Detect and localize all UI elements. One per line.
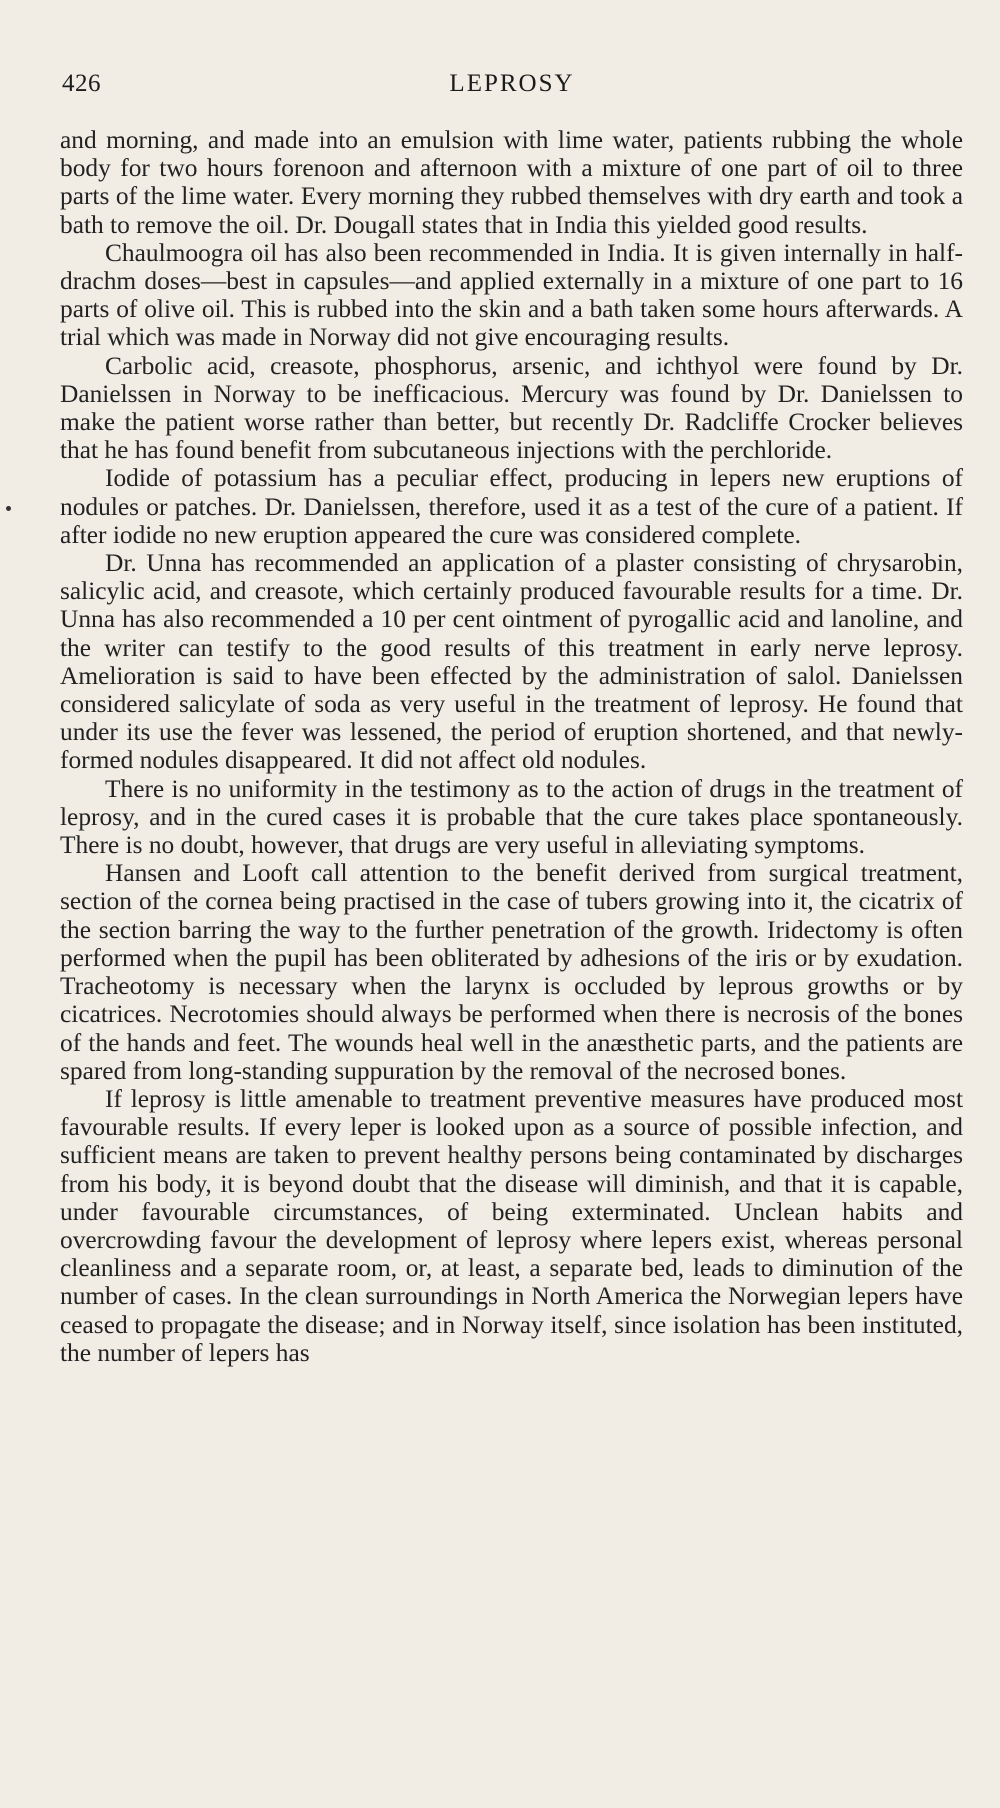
paragraph-chaulmoogra-oil: Chaulmoogra oil has also been recommended in India. It is given internally in half-drachm doses—best in capsules—and applied externally in a mixture of one part to 16 parts of olive oil. This is rubbed into the skin and a bath taken some hours afterwards. A trial which was made in Norway did not give encouraging results. [60,238,963,352]
paragraph-surgical-treatment: Hansen and Looft call attention to the benefit derived from surgical treatment, section of the cornea being practised in the case of tubers growing into it, the cicatrix of the section barring the way to the further penetration of the growth. Iridectomy is often performed when the pupil has been obliterated by adhesions of the iris or by exudation. Tracheotomy is necessary when the larynx is occluded by leprous growths or by cicatrices. Necrotomies should always be performed when there is necrosis of the bones of the hands and feet. The wounds heal well in the anæsthetic parts, and the patients are spared from long-standing suppuration by the removal of the necrosed bones. [60,859,963,1085]
paragraph-iodide-of-potassium: Iodide of potassium has a peculiar effect, producing in lepers new eruptions of nodules or patches. Dr. Danielssen, therefore, used it as a test of the cure of a patient. If after iodide no new eruption appeared the cure was considered complete. [60,464,963,549]
running-title: LEPROSY [449,70,575,97]
margin-speck [6,506,11,511]
paragraph-preventive-measures: If leprosy is little amenable to treatment preventive measures have produced most favourable results. If every leper is looked upon as a source of possible infection, and sufficient means are taken to prevent healthy persons being contaminated by discharges from his body, it is beyond doubt that the disease will diminish, and that it is capable, under favourable circumstances, of being exterminated. Unclean habits and overcrowding favour the development of leprosy where lepers exist, whereas personal cleanliness and a separate room, or, at least, a separate bed, leads to diminution of the number of cases. In the clean surroundings in North America the Norwegian lepers have ceased to propagate the disease; and in Norway itself, since isolation has been instituted, the number of lepers has [60,1084,963,1367]
body-text [60,126,963,1367]
page-header [62,70,962,102]
paragraph-unna-treatment: Dr. Unna has recommended an application of a plaster consisting of chrysarobin, salicylic acid, and creasote, which certainly produced favourable results for a time. Dr. Unna has also recommended a 10 per cent ointment of pyrogallic acid and lanoline, and the writer can testify to the good results of this treatment in early nerve leprosy. Amelioration is said to have been effected by the administration of salol. Danielssen considered salicylate of soda as very useful in the treatment of leprosy. He found that under its use the fever was lessened, the period of eruption shortened, and that newly-formed nodules disappeared. It did not affect old nodules. [60,549,963,775]
paragraph-continuation: and morning, and made into an emulsion with lime water, patients rubbing the whole body for two hours forenoon and afternoon with a mixture of one part of oil to three parts of the lime water. Every morning they rubbed themselves with dry earth and took a bath to remove the oil. Dr. Dougall states that in India this yielded good results. [60,126,963,239]
paragraph-drug-uniformity: There is no uniformity in the testimony as to the action of drugs in the treatment of leprosy, and in the cured cases it is probable that the cure takes place spontaneously. There is no doubt, however, that drugs are very useful in alleviating symptoms. [60,774,963,860]
paragraph-carbolic-acid: Carbolic acid, creasote, phosphorus, arsenic, and ichthyol were found by Dr. Danielssen in Norway to be inefficacious. Mercury was found by Dr. Danielssen to make the patient worse rather than better, but recently Dr. Radcliffe Crocker believes that he has found benefit from subcutaneous injections with the perchloride. [60,351,963,465]
page-number: 426 [62,70,101,97]
